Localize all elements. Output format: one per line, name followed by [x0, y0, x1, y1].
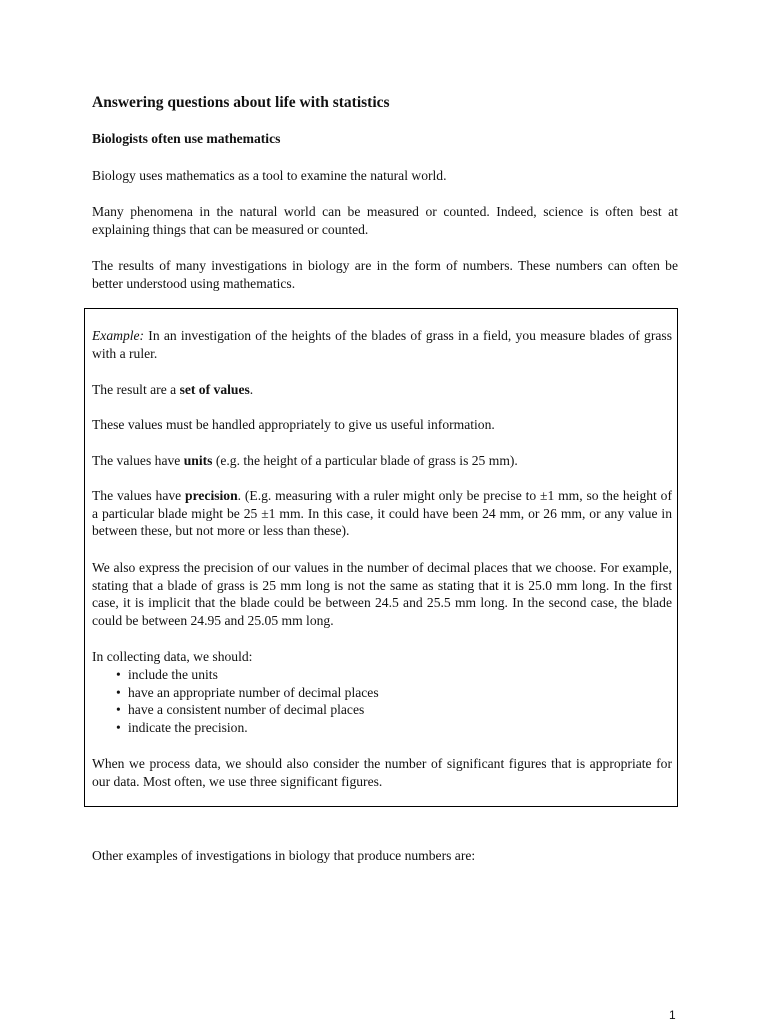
intro-paragraph-3: The results of many investigations in biology are in the form of numbers. These numbers can often be better understood using mathematics. [92, 258, 678, 291]
decimal-paragraph: We also express the precision of our values in the number of decimal places that we choose. For example, stating that a blade of grass is 25 mm long is not the same as stating that it is 25.0 mm long. In the first case, it is implicit that the blade could be between 24.5 and 25.5 mm long. In the second case, the blade could be between 24.95 and 25.05 mm long. [92, 560, 672, 628]
list-item-text: indicate the precision. [128, 719, 248, 735]
units-prefix: The values have [92, 453, 184, 468]
example-paragraph [92, 327, 672, 362]
bullet-icon: • [116, 684, 121, 700]
process-paragraph: When we process data, we should also consider the number of significant figures that is appropriate for our data. Most often, we use three significant figures. [92, 756, 672, 789]
example-text: In an investigation of the heights of the blades of grass in a field, you measure blades of grass with a ruler. [92, 328, 672, 361]
units-bold: units [183, 453, 213, 468]
document-title: Answering questions about life with statistics [92, 94, 390, 111]
collecting-intro: In collecting data, we should: [92, 649, 253, 664]
list-item [92, 684, 379, 702]
units-suffix: (e.g. the height of a particular blade of grass is 25 mm). [212, 453, 518, 468]
intro-paragraph-2: Many phenomena in the natural world can be measured or counted. Indeed, science is often best at explaining things that can be measured or counted. [92, 204, 678, 237]
page-number: 1 [669, 1008, 676, 1022]
list-item [92, 719, 379, 737]
other-examples-paragraph: Other examples of investigations in biology that produce numbers are: [92, 848, 476, 863]
bullet-icon: • [116, 667, 121, 682]
precision-suffix: . (E.g. measuring with a ruler might only be precise to ±1 mm, so the height of a particular blade might be 25 ±1 mm. In this case, it could have been 24 mm, or 26 mm, or any value in between these, but not more or less than these). [92, 488, 672, 538]
result-prefix: The result are a [92, 382, 180, 397]
section-heading: Biologists often use mathematics [92, 131, 281, 146]
precision-prefix: The values have [92, 488, 186, 503]
collecting-list [92, 666, 379, 736]
list-item [92, 666, 379, 684]
example-box [84, 308, 678, 807]
handled-paragraph: These values must be handled appropriately to give us useful information. [92, 417, 495, 432]
list-item [92, 701, 379, 719]
precision-paragraph [92, 487, 672, 540]
example-label: Example: [92, 328, 145, 343]
precision-bold: precision [185, 488, 238, 503]
units-paragraph [92, 452, 672, 470]
bullet-icon: • [116, 702, 121, 717]
result-paragraph [92, 381, 672, 399]
list-item-text: include the units [128, 667, 218, 682]
result-suffix: . [249, 382, 254, 397]
bullet-icon: • [116, 719, 121, 735]
intro-paragraph-1: Biology uses mathematics as a tool to examine the natural world. [92, 168, 447, 183]
list-item-text: have a consistent number of decimal places [128, 702, 365, 717]
list-item-text: have an appropriate number of decimal places [128, 684, 379, 700]
result-bold: set of values [179, 382, 250, 397]
